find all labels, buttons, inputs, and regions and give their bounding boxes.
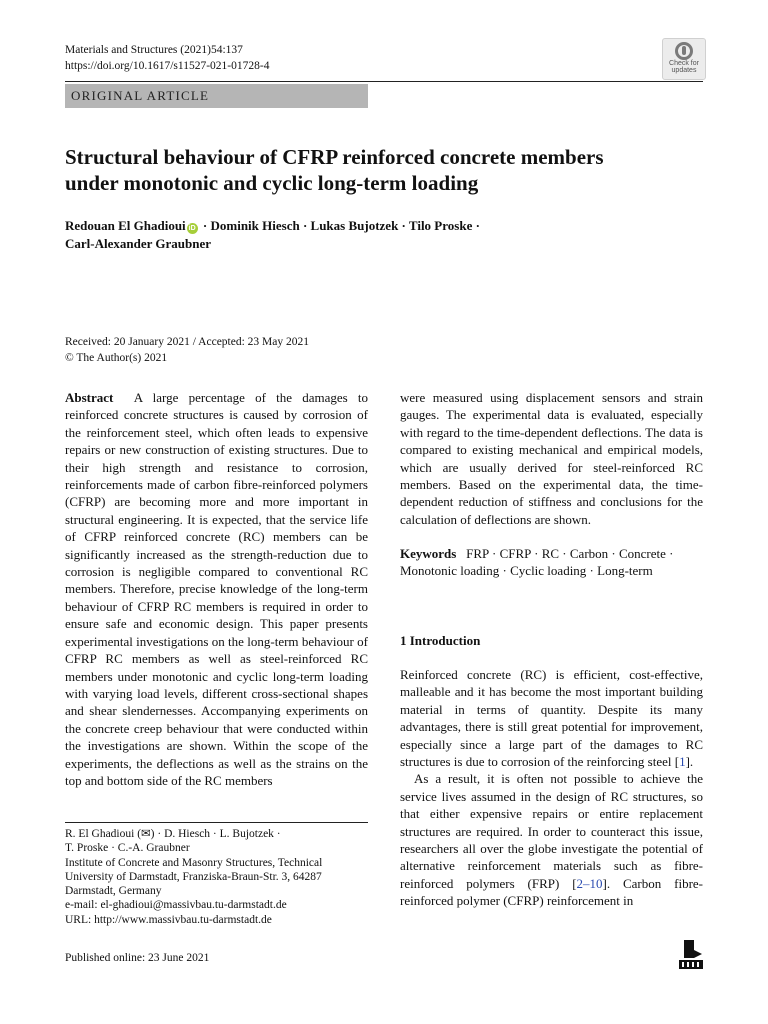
check-updates-icon: [675, 42, 693, 60]
title-line-2: under monotonic and cyclic long-term loading: [65, 171, 479, 195]
introduction-body: [400, 666, 703, 910]
title-line-1: Structural behaviour of CFRP reinforced concrete members: [65, 145, 604, 169]
author-names-rest[interactable]: · Dominik Hiesch · Lukas Bujotzek · Tilo Proske ·: [199, 218, 480, 233]
intro-paragraph-1: [400, 666, 703, 770]
author-line-2[interactable]: Carl-Alexander Graubner: [65, 235, 211, 251]
citation-link[interactable]: 2–10: [576, 875, 603, 891]
citation-link[interactable]: 1: [679, 754, 686, 770]
copyright-notice: © The Author(s) 2021: [65, 352, 168, 364]
check-updates-label-1: Check for: [669, 60, 699, 67]
author-list: [65, 217, 705, 252]
intro-paragraph-1-text: Reinforced concrete (RC) is efficient, cost-effective, malleable and it has become the most important building material in terms of quantity. Despite its many advantages, there is still great potential for improvement, especially since a large part of the damages to RC structures is due to corrosion of the reinforcing steel [: [400, 667, 703, 770]
keywords-heading: Keywords: [400, 546, 457, 561]
affiliation-block: [65, 827, 368, 927]
check-for-updates-button[interactable]: [662, 38, 706, 80]
keywords-list: FRP · CFRP · RC · Carbon · Concrete · Monotonic loading · Cyclic loading · Long-term: [400, 546, 674, 579]
intro-paragraph-2-text: As a result, it is often not possible to achieve the service lives assumed in the design of RC structures, so that either expensive repairs or entire replacement structures are required. In order to counteract this issue, researchers all over the globe investigate the potential of alternative reinforcement materials such as fibre-reinforced polymers (FRP) [: [400, 771, 703, 891]
affiliation-email[interactable]: e-mail: el-ghadioui@massivbau.tu-darmstadt.de: [65, 899, 287, 912]
abstract-heading: Abstract: [65, 390, 114, 405]
intro-paragraph-2-end: ]. Carbon fibre-reinforced polymer (CFRP) reinforcement in: [400, 875, 703, 909]
article-type-banner: ORIGINAL ARTICLE: [65, 84, 368, 108]
affiliation-url[interactable]: URL: http://www.massivbau.tu-darmstadt.de: [65, 913, 272, 926]
affiliation-authors-1: R. El Ghadioui (✉) · D. Hiesch · L. Bujotzek ·: [65, 828, 281, 840]
affiliation-authors-2: T. Proske · C.-A. Graubner: [65, 842, 190, 855]
intro-paragraph-2: [400, 770, 703, 909]
paper-title: [65, 144, 705, 196]
keywords-block: [400, 545, 703, 580]
section-heading-introduction: 1 Introduction: [400, 633, 481, 648]
intro-paragraph-1-end: ].: [685, 754, 694, 770]
orcid-icon[interactable]: iD: [188, 225, 196, 232]
abstract-text-left: A large percentage of the damages to reinforced concrete structures is caused by corrosion of the reinforcement steel, which often leads to expensive repairs or new construction of existing structures. Due to their high strength and resistance to corrosion, reinforcements made of carbon fibre-reinforced polymers (CFRP) are becoming more and more important in structural engineering. It is expected, that the service life of CFRP reinforced concrete (RC) members can be significantly increased as the strength-reduction due to corrosion is negligible compared to conventional RC members. Therefore, precise knowledge of the long-term behaviour of CFRP RC members is required in order to ensure safe and economic design. This paper presents experimental investigations on the long-term behaviour of CFRP RC members as well as steel-reinforced RC members under monotonic and cyclic long-term loading with varying load levels, different cross-sectional shapes and shear slendernesses. Accompanying experiments on the concrete creep behaviour that were conducted within the investigations are shown. Within the scope of the experiments, the deflections as well as the strains on the top and bottom side of the RC members: [65, 390, 369, 788]
published-online-date: Published online: 23 June 2021: [65, 952, 210, 964]
journal-citation: Materials and Structures (2021)54:137: [65, 44, 243, 56]
author-name-first[interactable]: Redouan El Ghadioui: [65, 218, 186, 233]
abstract-left-column: [65, 389, 368, 789]
rilem-logo-icon: [678, 938, 704, 970]
header-rule: [65, 81, 703, 82]
affiliation-institute: Institute of Concrete and Masonry Structures, Technical University of Darmstadt, Franziska-Braun-Str. 3, 64287 Darmstadt, Germany: [65, 856, 323, 898]
received-accepted-dates: Received: 20 January 2021 / Accepted: 23 May 2021: [65, 336, 309, 348]
footnote-rule: [65, 822, 368, 823]
author-line-1: [65, 217, 705, 235]
check-updates-label-2: updates: [671, 67, 697, 74]
doi-link[interactable]: https://doi.org/10.1617/s11527-021-01728-4: [65, 60, 270, 72]
abstract-right-column: were measured using displacement sensors and strain gauges. The experimental data is evaluated, especially with regard to the time-dependent deflections. The data is compared to existing mechanical and empirical models, which are usually derived for steel-reinforced RC members. Based on the experimental data, the time-dependent reduction of stiffness and conclusions for the calculation of deflections are shown.: [400, 390, 703, 527]
